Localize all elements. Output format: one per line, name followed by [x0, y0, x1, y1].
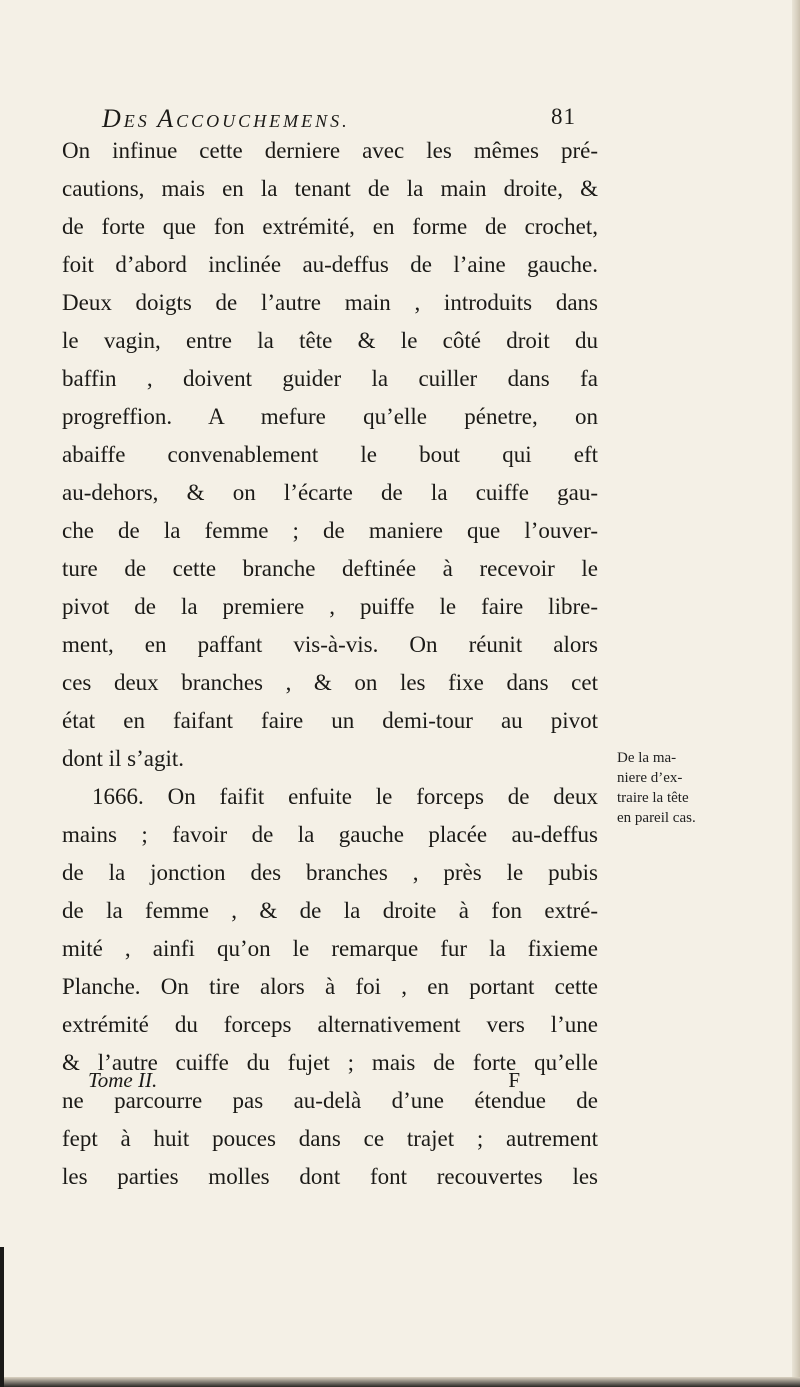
margin-note-line: en pareil cas. — [617, 810, 696, 826]
text-line: cautions, mais en la tenant de la main droite, & — [62, 176, 598, 201]
text-line: de forte que fon extrémité, en forme de crochet, — [62, 214, 598, 239]
text-line: les parties molles dont font recouvertes les — [62, 1164, 598, 1189]
text-line: de la femme , & de la droite à fon extré- — [62, 898, 598, 923]
text-line: pivot de la premiere , puiffe le faire libre- — [62, 594, 598, 619]
text-line: che de la femme ; de maniere que l’ouver- — [62, 518, 598, 543]
text-line: état en faifant faire un demi-tour au pivot — [62, 708, 598, 733]
page-edge-bottom — [0, 1377, 800, 1387]
page-edge-right — [792, 0, 800, 1387]
text-line: foit d’abord inclinée au-deffus de l’aine gauche. — [62, 252, 598, 277]
gathering-signature: F — [508, 1068, 520, 1092]
text-line: ture de cette branche deftinée à recevoir le — [62, 556, 598, 581]
text-line: au-dehors, & on l’écarte de la cuiffe gau- — [62, 480, 598, 505]
page-footer — [88, 1068, 520, 1098]
margin-note-line: De la ma- — [617, 750, 677, 766]
text-line: mains ; favoir de la gauche placée au-deffus — [62, 822, 598, 847]
text-line: mité , ainfi qu’on le remarque fur la fixieme — [62, 936, 598, 961]
text-line: fept à huit pouces dans ce trajet ; autrement — [62, 1126, 598, 1151]
running-title-part-1: ES — [123, 111, 158, 131]
page-edge-shadow — [0, 1247, 4, 1387]
running-title — [102, 104, 350, 134]
margin-note-line: traire la tête — [617, 790, 689, 806]
text-line: progreffion. A mefure qu’elle pénetre, on — [62, 404, 598, 429]
text-line: ne parcourre pas au-delà d’une étendue de — [62, 1088, 598, 1113]
text-line: extrémité du forceps alternativement vers l’une — [62, 1012, 598, 1037]
running-title-initial-1: D — [102, 104, 124, 133]
text-line: ces deux branches , & on les fixe dans cet — [62, 670, 598, 695]
text-line: abaiffe convenablement le bout qui eft — [62, 442, 598, 467]
running-title-initial-2: A — [157, 104, 177, 133]
text-line: Planche. On tire alors à foi , en portant cette — [62, 974, 598, 999]
volume-signature: Tome II. — [88, 1068, 158, 1092]
main-text — [62, 132, 602, 1196]
text-line: de la jonction des branches , près le pubis — [62, 860, 598, 885]
margin-note — [617, 748, 797, 828]
text-line: le vagin, entre la tête & le côté droit du — [62, 328, 598, 353]
text-line: & l’autre cuiffe du fujet ; mais de forte qu’elle — [62, 1050, 598, 1075]
margin-note-line: niere d’ex- — [617, 770, 683, 786]
text-line: Deux doigts de l’autre main , introduits dans — [62, 290, 598, 315]
text-line: dont il s’agit. — [62, 746, 185, 771]
running-title-part-2: CCOUCHEMENS. — [176, 111, 350, 131]
text-line: On infinue cette derniere avec les mêmes pré- — [62, 138, 598, 163]
paragraph-start-line: 1666. On faifit enfuite le forceps de deux — [92, 784, 598, 809]
text-line: baffin , doivent guider la cuiller dans fa — [62, 366, 598, 391]
page-number: 81 — [551, 104, 576, 129]
text-line: ment, en paffant vis-à-vis. On réunit alors — [62, 632, 598, 657]
